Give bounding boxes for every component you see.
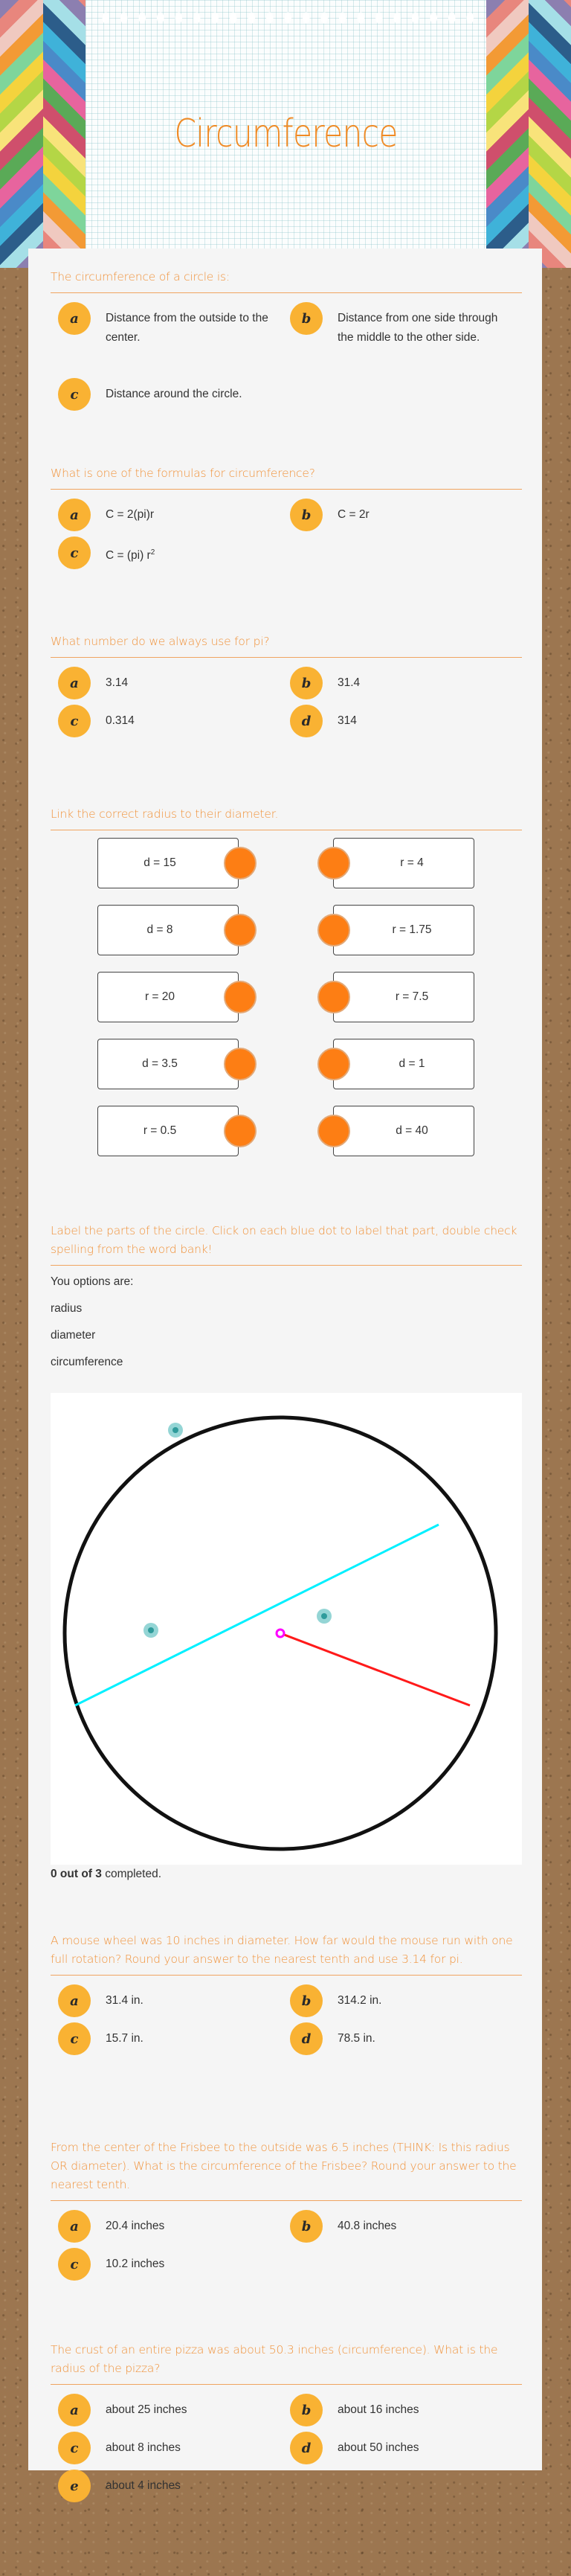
option-c[interactable] xyxy=(51,2249,281,2281)
option-letter-badge: b xyxy=(290,667,323,699)
answer-options xyxy=(51,2395,522,2507)
hotspot-diameter[interactable] xyxy=(143,1623,158,1638)
match-label: r = 20 xyxy=(144,990,175,1003)
option-text: about 50 inches xyxy=(338,2441,419,2454)
option-b[interactable] xyxy=(283,2211,513,2243)
option-text: 31.4 xyxy=(338,676,361,689)
formula-exponent: 2 xyxy=(150,548,155,557)
match-right-item[interactable] xyxy=(333,972,474,1022)
option-a[interactable] xyxy=(51,1986,281,2017)
question-prompt: The crust of an entire pizza was about 50.3 inches (circumference). What is the radius of the pizza? xyxy=(51,2341,522,2385)
word-bank-intro: You options are: xyxy=(51,1275,134,1288)
option-b[interactable] xyxy=(283,304,513,347)
option-text: 0.314 xyxy=(106,714,135,727)
question-prompt: What number do we always use for pi? xyxy=(51,632,522,658)
option-letter-badge: b xyxy=(290,499,323,531)
match-label: d = 3.5 xyxy=(142,1057,178,1070)
option-letter-badge: e xyxy=(58,2470,91,2502)
option-b[interactable] xyxy=(283,668,513,699)
question-prompt: Label the parts of the circle. Click on each blue dot to label that part, double check spelling from the word bank! xyxy=(51,1222,522,1266)
match-connector-knob[interactable] xyxy=(224,981,257,1013)
option-letter-badge: d xyxy=(290,2022,323,2055)
option-a[interactable] xyxy=(51,2211,281,2243)
match-connector-knob[interactable] xyxy=(317,914,350,946)
match-connector-knob[interactable] xyxy=(317,847,350,880)
header-banner xyxy=(0,0,571,268)
option-b[interactable] xyxy=(283,500,513,531)
option-letter-badge: c xyxy=(58,536,91,569)
option-text: C = 2r xyxy=(338,508,370,521)
option-letter-badge: b xyxy=(290,2394,323,2426)
answer-options xyxy=(51,2211,522,2286)
word-bank xyxy=(51,1269,522,1376)
option-b[interactable] xyxy=(283,1986,513,2017)
option-b[interactable] xyxy=(283,2395,513,2426)
completion-label: completed. xyxy=(101,1868,162,1880)
option-letter-badge: a xyxy=(58,302,91,335)
page-title: Circumference xyxy=(174,112,398,156)
completion-status xyxy=(51,1868,161,1881)
match-left-item[interactable] xyxy=(97,905,239,955)
question-prompt: The circumference of a circle is: xyxy=(51,268,522,293)
option-d[interactable] xyxy=(283,706,513,737)
option-text: 31.4 in. xyxy=(106,1994,143,2007)
match-label: r = 0.5 xyxy=(143,1124,177,1137)
word-bank-item: circumference xyxy=(51,1356,123,1368)
worksheet-card xyxy=(28,249,542,2494)
option-letter-badge: d xyxy=(290,705,323,737)
chevron-pattern-left xyxy=(0,0,86,268)
notebook-holes xyxy=(97,11,475,25)
option-letter-badge: b xyxy=(290,302,323,335)
match-connector-knob[interactable] xyxy=(224,1115,257,1147)
option-text: 314 xyxy=(338,714,357,727)
option-text: about 8 inches xyxy=(106,2441,181,2454)
question-prompt: From the center of the Frisbee to the outside was 6.5 inches (THINK: Is this radius OR diameter). What is the circumference of the Frisbee? Round your answer to the nearest tenth. xyxy=(51,2138,522,2201)
option-letter-badge: a xyxy=(58,1984,91,2017)
option-text: 20.4 inches xyxy=(106,2220,165,2232)
option-e[interactable] xyxy=(51,2471,281,2502)
option-text: 10.2 inches xyxy=(106,2258,165,2270)
option-letter-badge: b xyxy=(290,1984,323,2017)
option-a[interactable] xyxy=(51,668,281,699)
option-letter-badge: a xyxy=(58,2394,91,2426)
hotspot-radius[interactable] xyxy=(317,1609,332,1624)
option-d[interactable] xyxy=(283,2024,513,2055)
matching-area xyxy=(51,830,522,1158)
option-text: about 25 inches xyxy=(106,2403,187,2416)
question-prompt: What is one of the formulas for circumference? xyxy=(51,464,522,490)
option-text: about 4 inches xyxy=(106,2479,181,2492)
question-prompt: Link the correct radius to their diameter. xyxy=(51,805,522,830)
option-d[interactable] xyxy=(283,2433,513,2464)
option-letter-badge: a xyxy=(58,667,91,699)
match-connector-knob[interactable] xyxy=(317,1048,350,1080)
option-c[interactable] xyxy=(51,538,281,569)
label-activity xyxy=(51,1222,522,1376)
option-text: 3.14 xyxy=(106,676,129,689)
option-a[interactable] xyxy=(51,2395,281,2426)
option-letter-badge: b xyxy=(290,2210,323,2243)
option-letter-badge: c xyxy=(58,2022,91,2055)
option-c[interactable] xyxy=(51,2433,281,2464)
match-right-item[interactable] xyxy=(333,1039,474,1089)
option-c[interactable] xyxy=(51,2024,281,2055)
question-mouse-wheel xyxy=(51,1932,522,2060)
option-text: 15.7 in. xyxy=(106,2032,143,2045)
match-connector-knob[interactable] xyxy=(224,847,257,880)
option-letter-badge: c xyxy=(58,705,91,737)
option-letter-badge: c xyxy=(58,2248,91,2281)
match-label: d = 15 xyxy=(143,856,176,869)
match-left-item[interactable] xyxy=(97,838,239,888)
option-text: 40.8 inches xyxy=(338,2220,397,2232)
option-c[interactable] xyxy=(51,706,281,737)
answer-options xyxy=(51,668,522,743)
formula-text: C = (pi) r xyxy=(106,549,151,563)
question-frisbee xyxy=(51,2138,522,2286)
match-connector-knob[interactable] xyxy=(224,1048,257,1080)
match-right-item[interactable] xyxy=(333,905,474,955)
completion-count: 0 out of 3 xyxy=(51,1868,102,1880)
question-2 xyxy=(51,464,522,574)
match-connector-knob[interactable] xyxy=(317,1115,350,1147)
question-prompt: A mouse wheel was 10 inches in diameter. How far would the mouse run with one full rotation? Round your answer to the nearest tenth and use 3.14 for pi. xyxy=(51,1932,522,1976)
option-text: about 16 inches xyxy=(338,2403,419,2416)
option-letter-badge: a xyxy=(58,2210,91,2243)
match-label: r = 7.5 xyxy=(395,990,429,1003)
circle-diagram xyxy=(51,1393,522,1865)
option-text: Distance around the circle. xyxy=(106,388,242,400)
option-c[interactable] xyxy=(51,379,281,411)
option-a[interactable] xyxy=(51,304,281,347)
answer-options xyxy=(51,500,522,574)
match-left-item[interactable] xyxy=(97,972,239,1022)
option-text: Distance from one side through the middle to the other side. xyxy=(338,312,498,344)
option-text xyxy=(106,538,155,565)
chevron-pattern-right xyxy=(486,0,571,268)
question-pizza xyxy=(51,2341,522,2507)
option-text: C = 2(pi)r xyxy=(106,508,155,521)
option-letter-badge: c xyxy=(58,378,91,411)
match-label: r = 4 xyxy=(400,856,424,869)
match-label: d = 8 xyxy=(146,923,173,936)
match-label: d = 40 xyxy=(396,1124,428,1137)
option-letter-badge: a xyxy=(58,499,91,531)
diameter-line xyxy=(75,1525,439,1705)
match-label: r = 1.75 xyxy=(392,923,432,936)
match-right-item[interactable] xyxy=(333,838,474,888)
match-label: d = 1 xyxy=(399,1057,425,1070)
question-1 xyxy=(51,268,522,415)
option-letter-badge: c xyxy=(58,2432,91,2464)
option-text: 314.2 in. xyxy=(338,1994,382,2007)
option-letter-badge: d xyxy=(290,2432,323,2464)
word-bank-item: radius xyxy=(51,1302,83,1315)
match-connector-knob[interactable] xyxy=(317,981,350,1013)
radius-line xyxy=(280,1633,470,1705)
match-left-item[interactable] xyxy=(97,1106,239,1156)
answer-options xyxy=(51,1986,522,2060)
option-text: 78.5 in. xyxy=(338,2032,375,2045)
graph-paper-background xyxy=(86,0,486,268)
match-connector-knob[interactable] xyxy=(224,914,257,946)
circle-diagram-canvas xyxy=(51,1393,522,1865)
question-3 xyxy=(51,632,522,743)
hotspot-circumference[interactable] xyxy=(168,1423,183,1438)
center-point xyxy=(277,1630,284,1637)
option-text: Distance from the outside to the center. xyxy=(106,312,268,344)
answer-options xyxy=(51,304,522,415)
matching-question xyxy=(51,805,522,1158)
match-left-item[interactable] xyxy=(97,1039,239,1089)
match-right-item[interactable] xyxy=(333,1106,474,1156)
word-bank-item: diameter xyxy=(51,1329,96,1342)
option-a[interactable] xyxy=(51,500,281,531)
